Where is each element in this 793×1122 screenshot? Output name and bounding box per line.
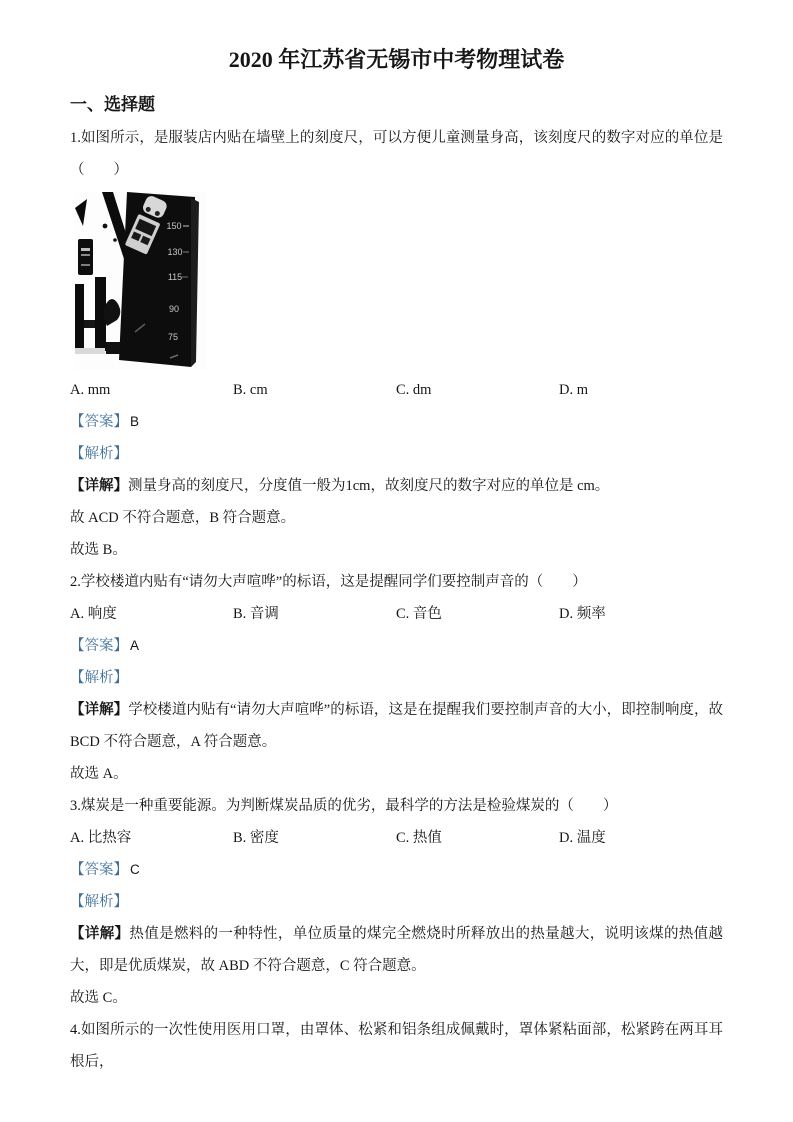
question-2-conclusion: 故选 A。 — [70, 765, 128, 782]
question-3-options — [70, 822, 723, 854]
question-2-stem: 2.学校楼道内贴有“请勿大声喧哗”的标语，这是提醒同学们要控制声音的（ ） — [70, 573, 587, 590]
page-title: 2020 年江苏省无锡市中考物理试卷 — [228, 47, 565, 72]
ruler-photo-figure — [75, 192, 207, 370]
option-a: A. mm — [70, 381, 111, 398]
question-3-answer-line — [70, 854, 723, 886]
section-heading: 一、选择题 — [70, 94, 155, 114]
question-4-stem: 4.如图所示的一次性使用医用口罩，由罩体、松紧和铝条组成佩戴时，罩体紧粘面部，松紧跨在两耳耳根后， — [70, 1021, 723, 1070]
question-1-analysis-line — [70, 438, 723, 470]
analysis-label: 【解析】 — [70, 445, 128, 462]
question-1-followup: 故 ACD 不符合题意，B 符合题意。 — [70, 509, 296, 526]
ruler-mark-150: 150 — [166, 220, 182, 231]
ruler-mark-90: 90 — [168, 303, 180, 314]
option-c: C. dm — [396, 381, 432, 398]
question-1-detail — [70, 470, 723, 502]
analysis-label: 【解析】 — [70, 893, 128, 910]
answer-value: C — [130, 861, 140, 877]
answer-label: 【答案】 — [70, 413, 128, 430]
detail-label: 【详解】 — [70, 925, 130, 942]
detail-text: 测量身高的刻度尺，分度值一般为1cm，故刻度尺的数字对应的单位是 cm。 — [128, 477, 610, 494]
option-a: A. 比热容 — [70, 829, 132, 846]
question-3-conclusion: 故选 C。 — [70, 989, 127, 1006]
detail-label: 【详解】 — [70, 701, 129, 718]
question-1-options — [70, 374, 723, 406]
question-1-conclusion: 故选 B。 — [70, 541, 127, 558]
ruler-mark-75: 75 — [167, 331, 179, 342]
option-b: B. 音调 — [233, 605, 279, 622]
question-2-answer-line — [70, 630, 723, 662]
answer-label: 【答案】 — [70, 637, 128, 654]
answer-value: B — [130, 413, 140, 429]
detail-label: 【详解】 — [70, 477, 128, 494]
detail-text: 热值是燃料的一种特性，单位质量的煤完全燃烧时所释放出的热量越大，说明该煤的热值越大，即是优质煤炭，故 ABD 不符合题意，C 符合题意。 — [70, 925, 724, 974]
question-1-stem: 1.如图所示，是服装店内贴在墙壁上的刻度尺，可以方便儿童测量身高，该刻度尺的数字对应的单位是（ ） — [70, 129, 723, 178]
answer-label: 【答案】 — [70, 861, 128, 878]
option-a: A. 响度 — [70, 605, 117, 622]
option-d: D. 温度 — [559, 829, 606, 846]
ruler-mark-130: 130 — [167, 246, 183, 257]
question-1-answer-line — [70, 406, 723, 438]
option-b: B. 密度 — [233, 829, 279, 846]
question-3-analysis-line — [70, 886, 723, 918]
question-2-analysis-line — [70, 662, 723, 694]
question-2-options — [70, 598, 723, 630]
answer-value: A — [130, 637, 140, 653]
ruler-mark-115: 115 — [167, 271, 183, 282]
option-c: C. 音色 — [396, 605, 442, 622]
option-d: D. m — [559, 381, 588, 398]
question-2-detail — [70, 694, 723, 758]
question-3-stem: 3.煤炭是一种重要能源。为判断煤炭品质的优劣，最科学的方法是检验煤炭的（ ） — [70, 797, 618, 814]
option-b: B. cm — [233, 381, 268, 398]
option-d: D. 频率 — [559, 605, 606, 622]
question-3-detail — [70, 918, 723, 982]
ruler-photo-image — [75, 192, 207, 370]
detail-text: 学校楼道内贴有“请勿大声喧哗”的标语，这是在提醒我们要控制声音的大小，即控制响度，故 BCD 不符合题意，A 符合题意。 — [70, 701, 724, 750]
analysis-label: 【解析】 — [70, 669, 128, 686]
option-c: C. 热值 — [396, 829, 442, 846]
